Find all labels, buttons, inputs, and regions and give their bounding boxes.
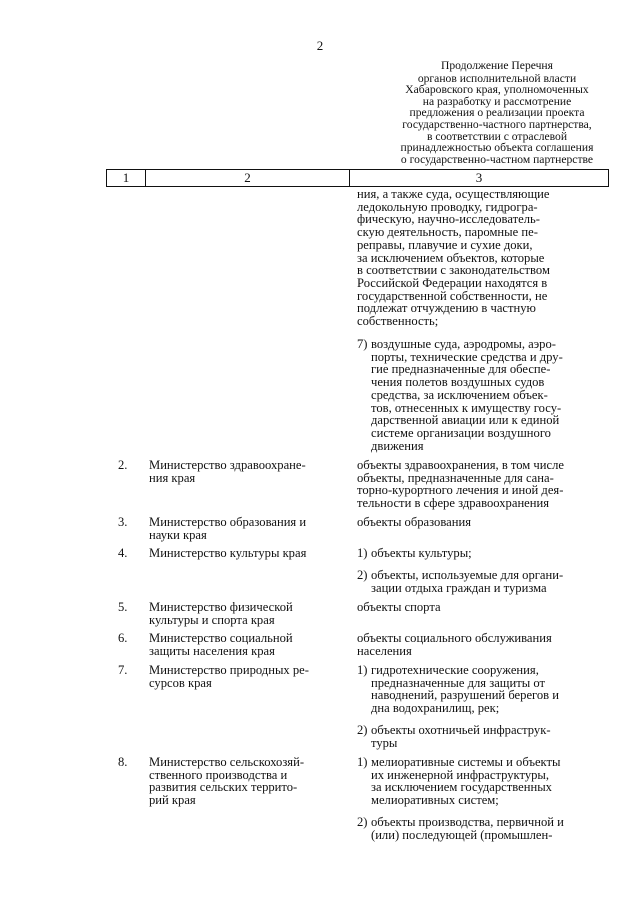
text-line: объекты здравоохранения, в том числе <box>357 458 564 472</box>
objects-text <box>357 516 471 529</box>
text-line: дарственной авиации или к единой <box>371 413 560 428</box>
text-line: порты, технические средства и дру- <box>371 349 563 364</box>
list-marker: 7) <box>357 337 368 351</box>
row-number: 4. <box>118 546 128 560</box>
row-number: 2. <box>118 458 128 472</box>
text-line: за исключением объектов, которые <box>357 250 545 265</box>
column-number-3: 3 <box>350 170 609 187</box>
text-line: тов, отнесенных к имуществу госу- <box>371 400 562 415</box>
text-line: реправы, плавучие и сухие доки, <box>357 237 533 252</box>
text-line: скую деятельность, паромные пе- <box>357 225 538 240</box>
list-marker: 2) <box>357 568 368 582</box>
text-line: зации отдыха граждан и туризма <box>371 580 547 595</box>
text-line: ственного производства и <box>149 767 288 782</box>
ministry-name <box>149 632 293 657</box>
text-line: туры <box>371 735 398 750</box>
text-line: мелиоративные системы и объекты <box>371 755 561 769</box>
text-line: Министерство образования и <box>149 515 307 529</box>
header-line: принадлежностью объекта соглашения <box>400 141 594 155</box>
row-number: 6. <box>118 631 128 645</box>
text-line: мелиоративных систем; <box>371 793 499 808</box>
text-line: объекты производства, первичной и <box>371 815 564 829</box>
text-line: гие предназначенные для обеспе- <box>371 362 551 377</box>
row-number: 7. <box>118 663 128 677</box>
objects-text <box>371 547 472 560</box>
text-line: науки края <box>149 527 207 542</box>
text-line: объекты охотничьей инфраструк- <box>371 723 551 737</box>
ministry-name <box>149 601 293 626</box>
header-line: на разработку и рассмотрение <box>422 94 572 108</box>
text-line: Министерство природных ре- <box>149 663 309 677</box>
text-line: движения <box>371 438 424 453</box>
text-line: развития сельских террито- <box>149 780 298 795</box>
text-line: собственность; <box>357 314 439 329</box>
header-line: Хабаровского края, уполномоченных <box>405 83 589 97</box>
text-line: культуры и спорта края <box>149 612 275 627</box>
text-line: за исключением государственных <box>371 780 552 795</box>
list-marker: 1) <box>357 663 368 677</box>
text-line: Министерство социальной <box>149 631 293 645</box>
row-number: 3. <box>118 515 128 529</box>
row-number: 8. <box>118 755 128 769</box>
objects-text <box>357 459 564 510</box>
objects-text <box>371 756 560 807</box>
header-line: предложения о реализации проекта <box>409 106 585 120</box>
header-line: о государственно-частном партнерстве <box>400 152 594 166</box>
ministry-name <box>149 547 306 560</box>
text-line: торно-курортного лечения и иной дея- <box>357 483 564 498</box>
text-line: ледокольную проводку, гидрогра- <box>357 199 538 214</box>
text-line: Министерство физической <box>149 600 293 614</box>
text-line: сурсов края <box>149 675 212 690</box>
text-line: подлежат отчуждению в частную <box>357 301 536 316</box>
page-number: 2 <box>316 38 324 53</box>
text-line: тельности в сфере здравоохранения <box>357 496 550 511</box>
ministry-name <box>149 664 309 689</box>
text-line: воздушные суда, аэродромы, аэро- <box>371 337 556 351</box>
text-line: Министерство здравоохране- <box>149 458 306 472</box>
list-marker: 1) <box>357 755 368 769</box>
text-line: объекты культуры; <box>371 546 472 560</box>
text-line: фическую, научно-исследователь- <box>357 212 540 227</box>
header-line: органов исполнительной власти <box>417 71 577 85</box>
text-line: ния, а также суда, осуществляющие <box>357 187 550 201</box>
list-marker: 1) <box>357 546 368 560</box>
continued-objects-text <box>357 188 550 328</box>
text-line: Российской Федерации находятся в <box>357 275 548 290</box>
list-marker: 2) <box>357 815 368 829</box>
text-line: рий края <box>149 793 196 808</box>
text-line: объекты социального обслуживания <box>357 631 552 645</box>
text-line: защиты населения края <box>149 643 275 658</box>
aviation-objects-text <box>371 338 563 452</box>
text-line: их инженерной инфраструктуры, <box>371 767 550 782</box>
ministry-name <box>149 459 306 484</box>
text-line: населения <box>357 643 412 658</box>
column-header-table <box>106 169 609 187</box>
objects-text <box>357 632 552 657</box>
text-line: объекты спорта <box>357 600 441 614</box>
header-title: Продолжение Перечня <box>441 59 553 72</box>
text-line: объекты образования <box>357 515 471 529</box>
header-line: государственно-частного партнерства, <box>402 117 592 131</box>
header-line: в соответствии с отраслевой <box>426 129 568 143</box>
text-line: (или) последующей (промышлен- <box>371 827 553 842</box>
objects-text <box>371 724 551 749</box>
text-line: Министерство сельскохозяй- <box>149 755 305 769</box>
list-marker: 2) <box>357 723 368 737</box>
objects-text <box>357 601 441 614</box>
text-line: дна водохранилищ, рек; <box>371 701 500 716</box>
text-line: наводнений, разрушений берегов и <box>371 688 560 703</box>
text-line: объекты, используемые для органи- <box>371 568 564 582</box>
text-line: гидротехнические сооружения, <box>371 663 539 677</box>
ministry-name <box>149 756 304 807</box>
ministry-name <box>149 516 306 541</box>
column-number-1: 1 <box>107 170 146 187</box>
text-line: системе организации воздушного <box>371 425 551 440</box>
column-number-2: 2 <box>146 170 350 187</box>
row-number: 5. <box>118 600 128 614</box>
text-line: предназначенные для защиты от <box>371 675 545 690</box>
document-header <box>386 60 608 165</box>
text-line: чения полетов воздушных судов <box>371 375 545 390</box>
objects-text <box>371 664 559 715</box>
text-line: объекты, предназначенные для сана- <box>357 470 554 485</box>
objects-text <box>371 569 563 594</box>
text-line: в соответствии с законодательством <box>357 263 550 278</box>
text-line: средства, за исключением объек- <box>371 387 548 402</box>
text-line: Министерство культуры края <box>149 546 307 560</box>
objects-text <box>371 816 564 841</box>
text-line: государственной собственности, не <box>357 288 548 303</box>
text-line: ния края <box>149 470 196 485</box>
